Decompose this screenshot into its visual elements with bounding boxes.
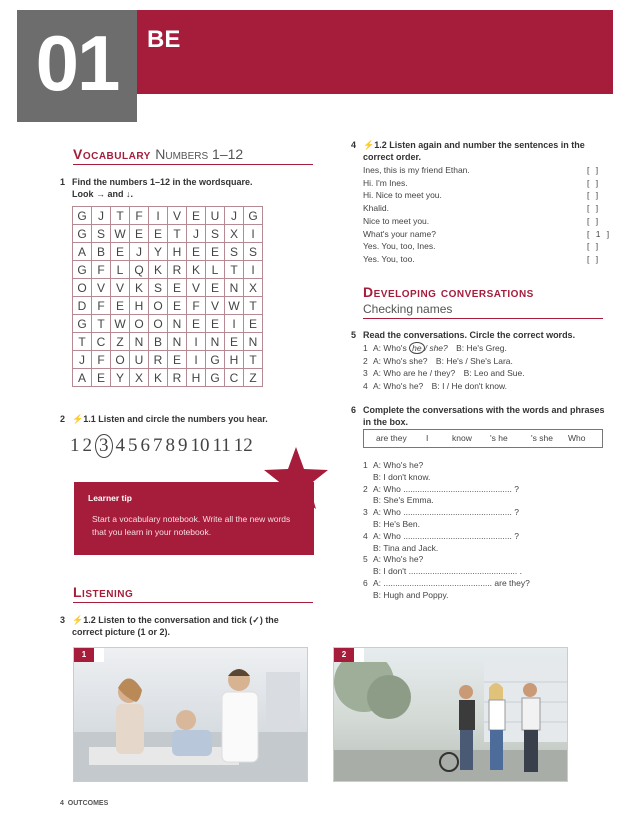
wordsquare-cell[interactable]: T [73,333,92,351]
wordsquare-cell[interactable]: W [111,315,130,333]
line-number: 4 [363,530,368,541]
wordsquare-cell[interactable]: X [130,369,149,387]
wordsquare-row [73,243,263,261]
wordsquare-cell[interactable]: R [168,369,187,387]
picture-1[interactable] [73,647,308,782]
speaker-b-line: B: Leo and Sue. [463,368,525,378]
sentence-text: Khalid. [363,203,389,214]
conversation-line: B: Hugh and Poppy. [373,589,449,600]
wordsquare-cell[interactable]: N [206,333,225,351]
wordsquare-row [73,351,263,369]
wordsquare-cell[interactable]: L [111,261,130,279]
wordsquare-cell[interactable]: I [244,225,263,243]
exercise-number: 2 [60,414,66,424]
speaker-a-line: A: Who's she? [373,355,428,366]
exercise-3-instruction: Listen to the conversation and tick (✓) the [98,615,279,625]
footer [60,800,108,807]
brand-name: OUTCOMES [67,800,109,807]
wordsquare-cell[interactable]: E [168,297,187,315]
speaker-a-line: A: Who's [373,343,407,353]
conversation-line[interactable]: A: Who .............................................. ? [373,483,519,494]
wordsquare-cell[interactable]: H [168,243,187,261]
vocabulary-heading [73,146,243,162]
box-word: I [426,433,429,443]
wordsquare-cell[interactable]: F [92,351,111,369]
number-option[interactable]: 9 [178,435,188,456]
wordsquare-cell[interactable]: C [225,369,244,387]
order-box[interactable]: [ ] [587,215,601,226]
wordsquare-cell[interactable]: N [225,279,244,297]
exercise-4 [351,139,585,163]
wordsquare-cell[interactable]: N [168,333,187,351]
audio-track: 1.2 [83,615,96,625]
conversation-line: A: Who's he? [373,554,424,565]
order-box[interactable]: [ 1 ] [587,228,612,239]
wordsquare-cell[interactable]: O [149,315,168,333]
wordsquare-cell[interactable]: T [244,297,263,315]
exercise-6-instruction: Complete the conversations with the words and phrases [363,405,605,415]
picture-2[interactable] [333,647,568,782]
number-option[interactable]: 6 [140,435,150,456]
wordsquare-cell[interactable]: E [225,333,244,351]
wordsquare-cell[interactable]: N [130,333,149,351]
wordsquare-cell[interactable]: S [244,243,263,261]
exercise-6-instruction-2: in the box. [363,417,408,427]
exercise-4-instruction-2: correct order. [363,152,422,162]
wordsquare-cell[interactable]: K [149,261,168,279]
speaker-a-line: A: Who's he? [373,380,424,391]
wordsquare-cell[interactable]: J [92,207,111,225]
unit-title: BE [147,26,181,53]
wordsquare-cell[interactable]: X [244,279,263,297]
sentence-text: Hi. I'm Ines. [363,177,408,188]
picture-2-label-row [334,648,567,662]
box-word: are they [376,433,407,443]
conversation-line: B: She's Emma. [373,495,434,506]
wordsquare-cell[interactable]: E [92,369,111,387]
item-number: 4 [363,380,368,391]
wordsquare-cell[interactable]: K [130,279,149,297]
exercise-2-instruction: Listen and circle the numbers you hear. [98,414,268,424]
exercise-5-item [363,343,507,353]
wordsquare-cell[interactable]: E [168,351,187,369]
line-number: 3 [363,507,368,518]
exercise-6 [351,404,605,428]
order-box[interactable]: [ ] [587,253,601,264]
order-box[interactable]: [ ] [587,241,601,252]
wordsquare-cell[interactable]: T [244,351,263,369]
wordsquare-cell[interactable]: E [149,225,168,243]
wordsquare-row [73,297,263,315]
number-option[interactable]: 8 [165,435,175,456]
conversation-line: B: I don't know. [373,471,431,482]
exercise-5 [351,329,575,341]
wordsquare-cell[interactable]: S [206,225,225,243]
wordsquare-cell[interactable]: G [206,351,225,369]
speaker-b-line: B: He's Greg. [456,343,507,353]
developing-heading: Developing conversations [363,284,534,300]
wordsquare-cell[interactable]: I [187,351,206,369]
wordsquare-cell[interactable]: X [225,225,244,243]
exercise-number: 6 [351,405,357,415]
wordsquare-cell[interactable]: E [187,315,206,333]
wordsquare-row [73,333,263,351]
audio-icon[interactable]: ⚡ [72,615,84,625]
wordsquare-cell[interactable]: O [130,315,149,333]
listening-heading: Listening [73,584,134,600]
exercise-3-instruction-2: correct picture (1 or 2). [72,627,171,637]
wordsquare-cell[interactable]: Y [149,243,168,261]
number-option[interactable]: 10 [190,435,210,456]
wordsquare-cell[interactable]: Z [244,369,263,387]
wordsquare-row [73,225,263,243]
speaker-a-line: A: Who are he / they? [373,368,456,378]
exercise-5-item [363,368,525,378]
wordsquare-cell[interactable]: B [92,243,111,261]
wordsquare-cell[interactable]: G [206,369,225,387]
wordsquare [72,206,263,387]
wordsquare-cell[interactable]: G [73,225,92,243]
sentence-text: Yes. You, too. [363,253,415,264]
sentence-text: Nice to meet you. [363,215,430,226]
wordsquare-cell[interactable]: E [187,243,206,261]
box-word: 's she [531,433,553,443]
wordsquare-cell[interactable]: J [225,207,244,225]
audio-track: 1.2 [374,140,387,150]
unit-title-band [137,10,613,94]
tick-box[interactable] [354,648,364,662]
tick-box[interactable] [94,648,104,662]
conversation-line: A: Who's he? [373,460,424,470]
picture-1-label-row [74,648,307,662]
wordsquare-cell[interactable]: E [168,279,187,297]
number-option[interactable]: 5 [128,435,138,456]
speaker-b-line: B: He's / She's Lara. [435,355,513,366]
number-option[interactable]: 11 [212,435,231,456]
conversation-line[interactable]: B: I don't .............................................. . [373,566,522,577]
exercise-number: 5 [351,330,357,340]
exercise-1 [60,176,253,200]
wordsquare-cell[interactable]: G [244,207,263,225]
wordsquare-cell[interactable]: O [73,279,92,297]
exercise-5-instruction: Read the conversations. Circle the correct words. [363,330,576,340]
circled-choice[interactable]: he [409,342,424,354]
item-number: 3 [363,368,368,378]
exercise-5-item [363,356,513,366]
developing-rule [363,318,603,319]
wordsquare-cell[interactable]: Q [130,261,149,279]
listening-rule [73,602,313,603]
numbers-row [70,434,256,458]
wordsquare-cell[interactable]: L [206,261,225,279]
wordsquare-row [73,315,263,333]
wordsquare-cell[interactable]: V [206,297,225,315]
exercise-number: 4 [351,140,357,150]
wordsquare-cell[interactable]: S [149,279,168,297]
wordsquare-cell[interactable]: W [111,225,130,243]
wordsquare-cell[interactable]: F [187,297,206,315]
wordsquare-cell[interactable]: N [244,333,263,351]
conversation-line: B: Tina and Jack. [373,542,439,553]
wordsquare-cell[interactable]: O [111,351,130,369]
wordsquare-cell[interactable]: F [92,261,111,279]
unit-number: 01 [35,19,119,107]
wordsquare-cell[interactable]: K [187,261,206,279]
wordsquare-cell[interactable]: I [225,315,244,333]
item-number: 2 [363,355,368,366]
word-choice[interactable]: / she? [424,343,448,353]
box-word: 's he [490,433,508,443]
speaker-b-line: B: I / He don't know. [431,380,508,391]
audio-icon[interactable]: ⚡ [363,140,375,150]
wordsquare-cell[interactable]: A [73,369,92,387]
wordsquare-row [73,261,263,279]
wordsquare-cell[interactable]: T [111,207,130,225]
wordsquare-row [73,207,263,225]
hospital-scene-illustration [74,662,307,781]
wordsquare-cell[interactable]: S [92,225,111,243]
conversation-line[interactable]: A: Who .............................................. ? [373,507,519,518]
wordsquare-cell[interactable]: J [187,225,206,243]
wordsquare-row [73,279,263,297]
wordsquare-cell[interactable]: V [92,279,111,297]
wordsquare-cell[interactable]: R [149,351,168,369]
conversation-line[interactable]: A: .............................................. are they? [373,578,530,588]
learner-tip-title: Learner tip [88,493,132,503]
vocabulary-heading-text: Vocabulary [73,146,151,162]
vocabulary-subheading: Numbers 1–12 [155,146,244,162]
wordsquare-cell[interactable]: G [73,207,92,225]
wordsquare-cell[interactable]: E [206,279,225,297]
exercise-1-instruction-2: Look → and ↓. [72,189,134,199]
wordsquare-cell[interactable]: U [130,351,149,369]
wordsquare-cell[interactable]: Y [111,369,130,387]
wordsquare-cell[interactable]: E [244,315,263,333]
audio-icon[interactable]: ⚡ [72,414,84,424]
wordsquare-cell[interactable]: V [187,279,206,297]
developing-subheading: Checking names [363,302,453,316]
box-word: Who [568,433,586,443]
wordsquare-cell[interactable]: K [149,369,168,387]
wordsquare-cell[interactable]: H [130,297,149,315]
box-word: know [452,433,472,443]
conversation-line: B: He's Ben. [373,519,420,529]
item-number: 1 [363,343,368,353]
sentence-text: Yes. You, too, Ines. [363,241,436,252]
wordsquare-cell[interactable]: U [206,207,225,225]
wordsquare-cell[interactable]: N [168,315,187,333]
wordsquare-cell[interactable]: E [111,297,130,315]
line-number: 5 [363,554,368,565]
number-option[interactable]: 1 [70,435,80,456]
wordsquare-row [73,369,263,387]
wordsquare-cell[interactable]: T [225,261,244,279]
wordsquare-cell[interactable]: F [130,207,149,225]
line-number: 1 [363,460,368,470]
wordsquare-cell[interactable]: J [73,351,92,369]
exercise-number: 3 [60,615,66,625]
wordsquare-cell[interactable]: I [244,261,263,279]
exercise-5-item [363,381,507,391]
wordsquare-cell[interactable]: R [168,261,187,279]
sentence-text: Hi. Nice to meet you. [363,190,442,201]
number-option[interactable]: 12 [233,435,253,456]
exercise-2 [60,413,268,425]
exercise-number: 1 [60,177,66,187]
picture-1-number: 1 [74,648,94,662]
wordsquare-cell[interactable]: I [187,333,206,351]
wordsquare-cell[interactable]: G [73,261,92,279]
picture-2-number: 2 [334,648,354,662]
wordsquare-cell[interactable]: O [149,297,168,315]
wordsquare-cell[interactable]: J [130,243,149,261]
line-number: 6 [363,578,368,588]
wordsquare-cell[interactable]: E [206,243,225,261]
sentence-text: Ines, this is my friend Ethan. [363,165,470,175]
wordsquare-cell[interactable]: E [111,243,130,261]
wordsquare-cell[interactable]: W [225,297,244,315]
campus-scene-illustration [334,662,567,781]
wordsquare-cell[interactable]: Z [111,333,130,351]
wordsquare-cell[interactable]: E [187,207,206,225]
exercise-1-instruction: Find the numbers 1–12 in the wordsquare. [72,177,253,187]
learner-tip-body: Start a vocabulary notebook. Write all the new words that you learn in your notebook. [92,514,291,537]
exercise-3 [60,614,279,638]
wordsquare-cell[interactable]: G [73,315,92,333]
wordsquare-cell[interactable]: T [92,315,111,333]
wordsquare-cell[interactable]: B [149,333,168,351]
wordsquare-cell[interactable]: V [111,279,130,297]
order-box[interactable]: [ ] [587,177,601,188]
wordsquare-cell[interactable]: E [206,315,225,333]
number-option[interactable]: 3 [95,434,113,458]
wordsquare-cell[interactable]: S [225,243,244,261]
exercise-4-instruction: Listen again and number the sentences in the [389,140,585,150]
number-option[interactable]: 2 [82,435,92,456]
wordsquare-cell[interactable]: E [130,225,149,243]
wordsquare-cell[interactable]: T [168,225,187,243]
order-box[interactable]: [ ] [587,165,601,175]
wordsquare-cell[interactable]: C [92,333,111,351]
page-number: 4 [60,800,64,807]
conversation-line[interactable]: A: Who .............................................. ? [373,530,519,541]
order-box[interactable]: [ ] [587,190,601,201]
wordsquare-cell[interactable]: D [73,297,92,315]
audio-track: 1.1 [83,414,96,424]
wordsquare-cell[interactable]: V [168,207,187,225]
order-box[interactable]: [ ] [587,203,601,214]
wordsquare-cell[interactable]: A [73,243,92,261]
number-option[interactable]: 7 [153,435,163,456]
wordsquare-cell[interactable]: I [149,207,168,225]
wordsquare-cell[interactable]: H [225,351,244,369]
sentence-text: What's your name? [363,228,436,239]
wordsquare-cell[interactable]: H [187,369,206,387]
wordsquare-cell[interactable]: F [92,297,111,315]
line-number: 2 [363,483,368,494]
number-option[interactable]: 4 [115,435,125,456]
vocabulary-rule [73,164,313,165]
star-icon [262,445,330,511]
